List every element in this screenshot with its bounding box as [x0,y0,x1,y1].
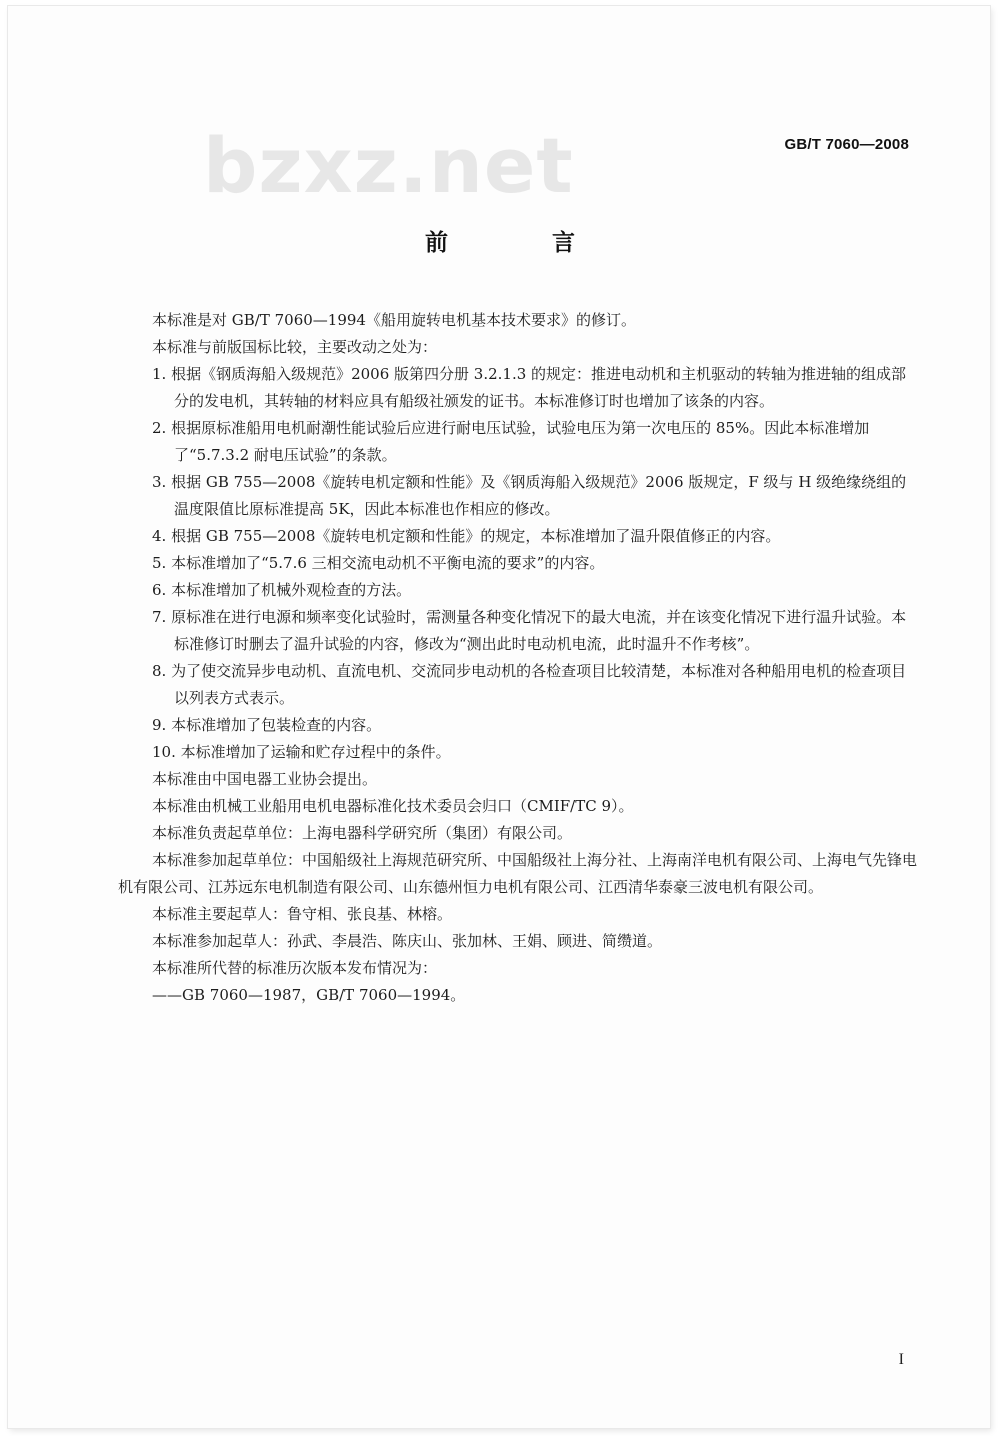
standard-code: GB/T 7060—2008 [784,136,909,153]
info-paragraph: 本标准由机械工业船用电机电器标准化技术委员会归口（CMIF/TC 9）。 [152,797,634,815]
info-paragraph: 本标准负责起草单位：上海电器科学研究所（集团）有限公司。 [152,824,573,842]
change-item: 1. 根据《钢质海船入级规范》2006 版第四分册 3.2.1.3 的规定：推进电动机和主机驱动的转轴为推进轴的组成部分的发电机，其转轴的材料应具有船级社颁发的证书。本标准修订时也增加了该条的内容。 [152,365,907,410]
change-item: 9. 本标准增加了包装检查的内容。 [152,716,382,734]
replaced-versions: ——GB 7060—1987，GB/T 7060—1994。 [152,986,466,1004]
info-paragraph: 本标准由中国电器工业协会提出。 [152,770,378,788]
info-paragraph: 本标准参加起草人：孙武、李晨浩、陈庆山、张加林、王娟、顾进、简缵道。 [152,932,663,950]
change-item: 2. 根据原标准船用电机耐潮性能试验后应进行耐电压试验，试验电压为第一次电压的 85%。因此本标准增加了“5.7.3.2 耐电压试验”的条款。 [152,419,870,464]
change-item: 7. 原标准在进行电源和频率变化试验时，需测量各种变化情况下的最大电流，并在该变化情况下进行温升试验。本标准修订时删去了温升试验的内容，修改为“测出此时电动机电流，此时温升不作考核”。 [152,608,907,653]
change-item: 6. 本标准增加了机械外观检查的方法。 [152,581,412,599]
page-number: I [898,1351,904,1368]
page-title: 前 言 [424,230,623,256]
intro-paragraph: 本标准是对 GB/T 7060—1994《船用旋转电机基本技术要求》的修订。 [152,311,636,329]
document-body [118,307,918,1009]
change-item: 8. 为了使交流异步电动机、直流电机、交流同步电动机的各检查项目比较清楚，本标准对各种船用电机的检查项目以列表方式表示。 [152,662,907,707]
watermark-text: bzxz.net [203,121,574,210]
change-item: 4. 根据 GB 755—2008《旋转电机定额和性能》的规定，本标准增加了温升限值修正的内容。 [152,527,781,545]
change-item: 3. 根据 GB 755—2008《旋转电机定额和性能》及《钢质海船入级规范》2006 版规定，F 级与 H 级绝缘绕组的温度限值比原标准提高 5K，因此本标准也作相应的修改。 [152,473,907,518]
info-paragraph: 本标准主要起草人：鲁守相、张良基、林榕。 [152,905,453,923]
change-item: 5. 本标准增加了“5.7.6 三相交流电动机不平衡电流的要求”的内容。 [152,554,605,572]
change-item: 10. 本标准增加了运输和贮存过程中的条件。 [152,743,451,761]
info-paragraph: 本标准参加起草单位：中国船级社上海规范研究所、中国船级社上海分社、上海南洋电机有限公司、上海电气先锋电机有限公司、江苏远东电机制造有限公司、山东德州恒力电机有限公司、江西清华泰豪三波电机有限公司。 [118,851,918,896]
intro-paragraph: 本标准与前版国标比较，主要改动之处为： [152,338,438,356]
info-paragraph: 本标准所代替的标准历次版本发布情况为： [152,959,438,977]
